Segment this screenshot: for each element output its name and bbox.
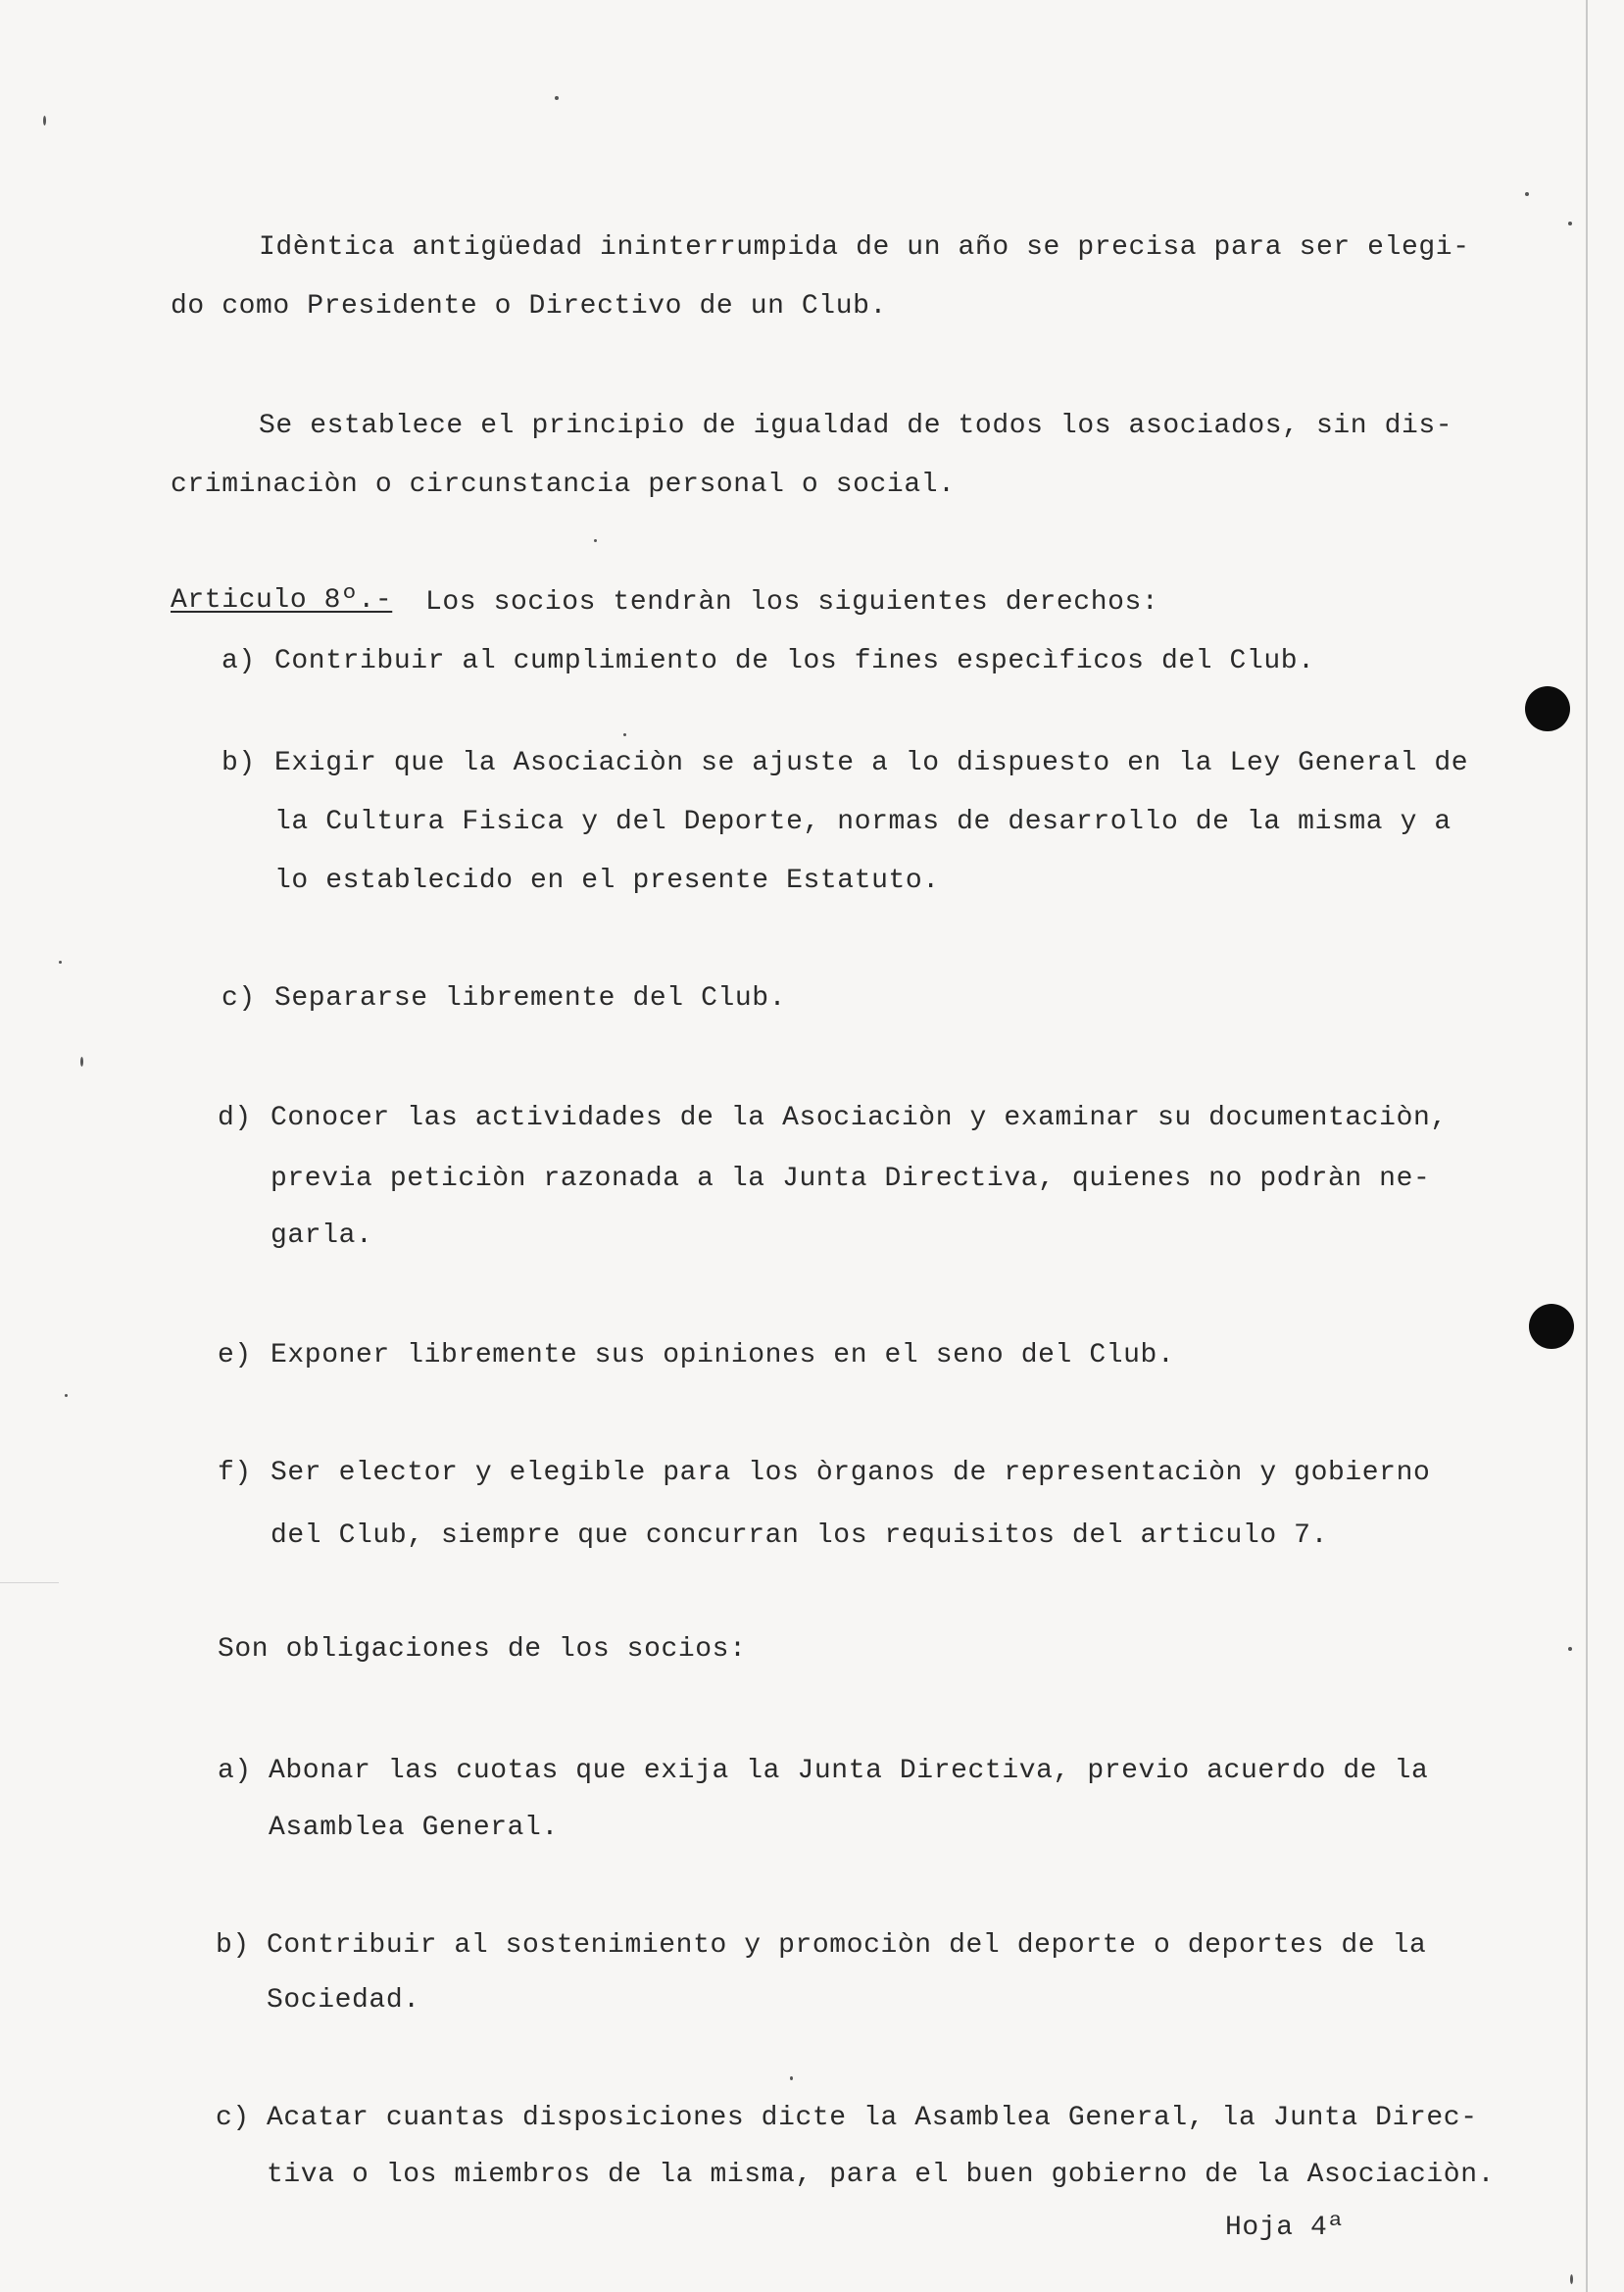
right-d-line-1: Conocer las actividades de la Asociaciòn y examinar su documentaciòn, — [271, 1103, 1448, 1133]
right-c-line-1: Separarse libremente del Club. — [274, 983, 787, 1014]
right-d-line-3: garla. — [271, 1221, 373, 1251]
right-b-letter: b) — [221, 748, 256, 778]
right-b-line-1: Exigir que la Asociaciòn se ajuste a lo dispuesto en la Ley General de — [274, 748, 1469, 778]
obligation-b-line-1: Contribuir al sostenimiento y promociòn del deporte o deportes de la — [267, 1930, 1427, 1961]
scan-speck — [594, 539, 597, 542]
right-d-line-2: previa peticiòn razonada a la Junta Directiva, quienes no podràn ne- — [271, 1164, 1431, 1194]
paragraph-antiguedad-line-2: do como Presidente o Directivo de un Club. — [171, 291, 887, 322]
paragraph-igualdad-line-1: Se establece el principio de igualdad de todos los asociados, sin dis- — [259, 411, 1453, 441]
scan-speck — [555, 96, 559, 100]
scan-speck — [623, 733, 626, 736]
scan-speck — [1568, 1647, 1572, 1651]
paragraph-igualdad-line-2: criminaciòn o circunstancia personal o social. — [171, 470, 956, 500]
scan-speck — [43, 116, 46, 125]
scan-speck — [1568, 222, 1572, 225]
obligation-a-line-1: Abonar las cuotas que exija la Junta Directiva, previo acuerdo de la — [269, 1756, 1429, 1786]
fold-line — [0, 1582, 59, 1583]
paragraph-antiguedad-line-1: Idèntica antigüedad ininterrumpida de un año se precisa para ser elegi- — [259, 232, 1470, 263]
obligation-c-letter: c) — [216, 2103, 250, 2133]
obligation-c-line-1: Acatar cuantas disposiciones dicte la Asamblea General, la Junta Direc- — [267, 2103, 1478, 2133]
page-number: Hoja 4ª — [1225, 2213, 1345, 2243]
scan-speck — [1570, 2274, 1573, 2284]
obligation-a-line-2: Asamblea General. — [269, 1813, 559, 1843]
scan-speck — [1525, 192, 1529, 196]
obligation-a-letter: a) — [218, 1756, 252, 1786]
article-intro: Los socios tendràn los siguientes derechos: — [425, 587, 1159, 618]
right-f-letter: f) — [218, 1458, 252, 1488]
page-edge-right — [1586, 0, 1588, 2292]
scan-speck — [790, 2076, 793, 2080]
punch-hole-bottom — [1529, 1304, 1574, 1349]
right-d-letter: d) — [218, 1103, 252, 1133]
right-a-line-1: Contribuir al cumplimiento de los fines especìficos del Club. — [274, 646, 1315, 676]
right-e-line-1: Exponer libremente sus opiniones en el seno del Club. — [271, 1340, 1175, 1370]
obligation-c-line-2: tiva o los miembros de la misma, para el buen gobierno de la Asociaciòn. — [267, 2160, 1495, 2190]
scan-speck — [65, 1394, 68, 1397]
scan-speck — [59, 961, 62, 964]
right-b-line-2: la Cultura Fisica y del Deporte, normas de desarrollo de la misma y a — [274, 807, 1452, 837]
right-c-letter: c) — [221, 983, 256, 1014]
right-f-line-2: del Club, siempre que concurran los requisitos del articulo 7. — [271, 1520, 1328, 1551]
obligations-heading: Son obligaciones de los socios: — [218, 1634, 747, 1665]
scan-speck — [80, 1057, 83, 1067]
obligation-b-letter: b) — [216, 1930, 250, 1961]
obligation-b-line-2: Sociedad. — [267, 1985, 420, 2016]
punch-hole-top — [1525, 686, 1570, 731]
article-heading: Articulo 8º.- — [171, 585, 393, 616]
right-a-letter: a) — [221, 646, 256, 676]
right-f-line-1: Ser elector y elegible para los òrganos de representaciòn y gobierno — [271, 1458, 1431, 1488]
right-b-line-3: lo establecido en el presente Estatuto. — [274, 866, 940, 896]
right-e-letter: e) — [218, 1340, 252, 1370]
